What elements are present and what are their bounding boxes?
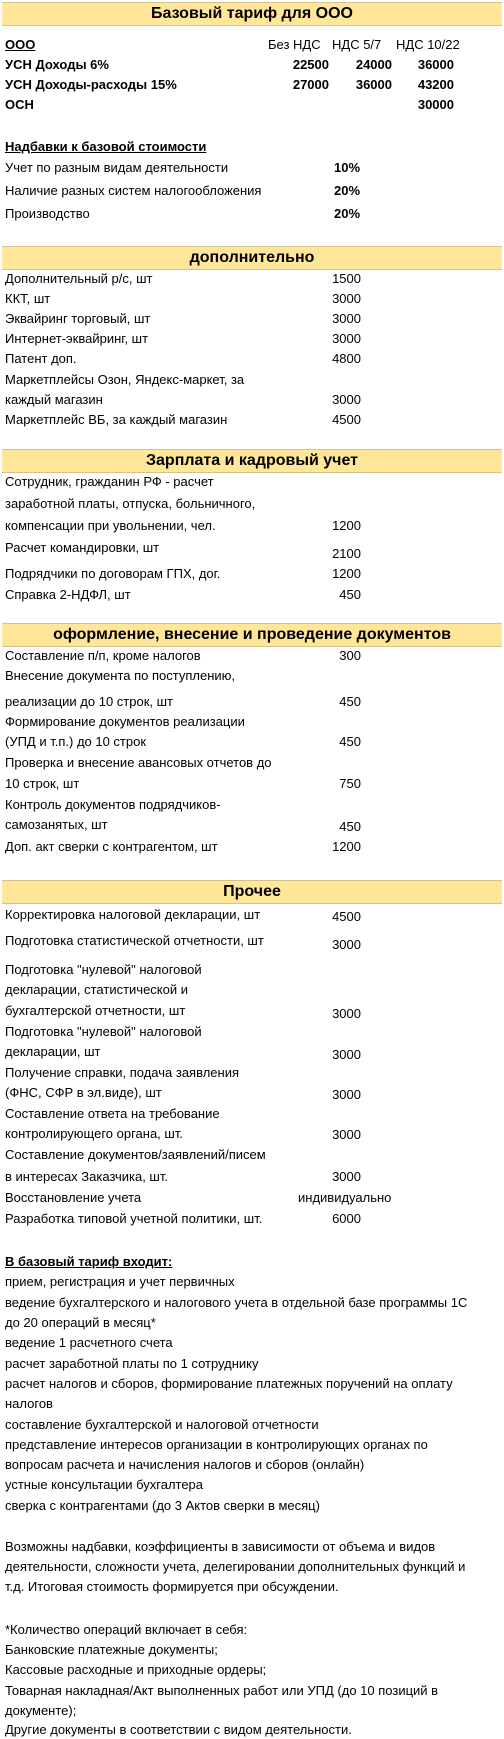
item-label: Получение справки, подача заявления [5, 1065, 239, 1080]
item-price: 3000 [332, 392, 361, 407]
col-header-vat-10-22: НДС 10/22 [396, 37, 460, 52]
item-label: самозанятых, шт [5, 817, 108, 832]
item-label: Подготовка "нулевой" налоговой [5, 962, 202, 977]
item-price: 3000 [332, 311, 361, 326]
surcharge-title: Надбавки к базовой стоимости [5, 139, 207, 154]
item-price: 3000 [332, 291, 361, 306]
item-label: в интересах Заказчика, шт. [5, 1169, 168, 1184]
item-label: Маркетплейсы Озон, Яндекс-маркет, за [5, 372, 245, 387]
price-vat-10-22: 43200 [417, 77, 454, 92]
item-label: Корректировка налоговой декларации, шт [5, 907, 261, 922]
footnote-line: *Количество операций включает в себя: [5, 1622, 248, 1637]
item-price: 450 [339, 694, 361, 709]
item-label: Расчет командировки, шт [5, 540, 160, 555]
item-label: Внесение документа по поступлению, [5, 668, 236, 683]
item-label: Формирование документов реализации [5, 714, 245, 729]
item-price: 450 [339, 734, 361, 749]
tax-regime-label: УСН Доходы-расходы 15% [5, 77, 177, 92]
item-label: Сотрудник, гражданин РФ - расчет [5, 474, 214, 489]
item-price: 1200 [332, 839, 361, 854]
item-label: каждый магазин [5, 392, 103, 407]
item-price: 4500 [332, 412, 361, 427]
included-title: В базовый тариф входит: [5, 1254, 173, 1269]
item-label: Справка 2-НДФЛ, шт [5, 587, 131, 602]
item-label: Контроль документов подрядчиков- [5, 797, 221, 812]
item-label: (УПД и т.п.) до 10 строк [5, 734, 147, 749]
item-price: 3000 [332, 937, 361, 952]
included-line: ведение 1 расчетного счета [5, 1335, 173, 1350]
price-no-vat: 27000 [292, 77, 329, 92]
item-price: 450 [339, 587, 361, 602]
item-label: компенсации при увольнении, чел. [5, 518, 216, 533]
footnote-line: Другие документы в соответствии с видом деятельности. [5, 1722, 352, 1737]
item-price: 1500 [332, 271, 361, 286]
item-price: 3000 [332, 1087, 361, 1102]
surcharge-value: 10% [334, 160, 361, 175]
item-price: 2100 [332, 546, 361, 561]
item-label: Подрядчики по договорам ГПХ, дог. [5, 566, 221, 581]
included-line: расчет заработной платы по 1 сотруднику [5, 1356, 259, 1371]
item-price: 450 [339, 819, 361, 834]
footnote-line: документе); [5, 1703, 77, 1718]
price-vat-10-22: 36000 [417, 57, 454, 72]
included-line: составление бухгалтерской и налоговой отчетности [5, 1417, 319, 1432]
tax-regime-label: ОСН [5, 97, 34, 112]
footnote-line: Банковские платежные документы; [5, 1642, 218, 1657]
org-type-label: ООО [5, 37, 36, 52]
item-label: Маркетплейс ВБ, за каждый магазин [5, 412, 228, 427]
item-label: Интернет-эквайринг, шт [5, 331, 149, 346]
note-line: т.д. Итоговая стоимость формируется при обсуждении. [5, 1579, 339, 1594]
included-line: ведение бухгалтерского и налогового учета в отдельной базе программы 1С [5, 1295, 468, 1310]
surcharge-label: Производство [5, 206, 90, 221]
item-label: Подготовка "нулевой" налоговой [5, 1024, 202, 1039]
tax-regime-label: УСН Доходы 6% [5, 57, 109, 72]
item-label: Эквайринг торговый, шт [5, 311, 151, 326]
item-price: 6000 [332, 1211, 361, 1226]
item-price: 3000 [332, 331, 361, 346]
item-label: заработной платы, отпуска, больничного, [5, 496, 256, 511]
surcharge-label: Наличие разных систем налогообложения [5, 183, 262, 198]
item-label: Составление п/п, кроме налогов [5, 648, 201, 663]
item-price: 3000 [332, 1047, 361, 1062]
included-line: до 20 операций в месяц* [5, 1315, 156, 1330]
included-line: вопросам расчета и начисления налогов и сборов (онлайн) [5, 1457, 365, 1472]
surcharge-value: 20% [334, 206, 361, 221]
surcharge-value: 20% [334, 183, 361, 198]
item-price: 4800 [332, 351, 361, 366]
price-vat-5-7: 36000 [355, 77, 392, 92]
item-label: декларации, шт [5, 1044, 101, 1059]
included-line: прием, регистрация и учет первичных [5, 1274, 235, 1289]
footnote-line: Кассовые расходные и приходные ордеры; [5, 1662, 267, 1677]
price-vat-10-22: 30000 [417, 97, 454, 112]
included-line: расчет налогов и сборов, формирование платежных поручений на оплату [5, 1376, 453, 1391]
item-label: Восстановление учета [5, 1190, 142, 1205]
price-no-vat: 22500 [292, 57, 329, 72]
item-label: Дополнительный р/с, шт [5, 271, 153, 286]
item-label: бухгалтерской отчетности, шт [5, 1003, 186, 1018]
item-price: 1200 [332, 518, 361, 533]
item-label: 10 строк, шт [5, 776, 80, 791]
other-header: Прочее [2, 880, 502, 904]
base-tariff-header: Базовый тариф для ООО [2, 2, 502, 26]
payroll-header: Зарплата и кадровый учет [2, 449, 502, 473]
item-label: реализации до 10 строк, шт [5, 694, 174, 709]
item-price: 750 [339, 776, 361, 791]
item-price: 1200 [332, 566, 361, 581]
note-line: Возможны надбавки, коэффициенты в зависимости от объема и видов [5, 1539, 436, 1554]
item-label: Составление ответа на требование [5, 1106, 220, 1121]
item-label: Патент доп. [5, 351, 77, 366]
item-label: контролирующего органа, шт. [5, 1126, 183, 1141]
documents-header: оформление, внесение и проведение документов [2, 623, 502, 647]
extra-header: дополнительно [2, 246, 502, 270]
item-price: 300 [339, 648, 361, 663]
included-line: сверка с контрагентами (до 3 Актов сверки в месяц) [5, 1498, 320, 1513]
included-line: устные консультации бухгалтера [5, 1477, 204, 1492]
price-vat-5-7: 24000 [355, 57, 392, 72]
footnote-line: Товарная накладная/Акт выполненных работ или УПД (до 10 позиций в [5, 1683, 439, 1698]
item-label: декларации, статистической и [5, 982, 189, 997]
item-price: 4500 [332, 909, 361, 924]
included-line: представление интересов организации в контролирующих органах по [5, 1437, 428, 1452]
item-label: (ФНС, СФР в эл.виде), шт [5, 1085, 162, 1100]
note-line: деятельности, сложности учета, делегировании дополнительных функций и [5, 1559, 466, 1574]
item-label: Подготовка статистической отчетности, шт [5, 933, 264, 948]
item-price: 3000 [332, 1169, 361, 1184]
included-line: налогов [5, 1396, 53, 1411]
col-header-no-vat: Без НДС [268, 37, 321, 52]
item-label: Проверка и внесение авансовых отчетов до [5, 755, 272, 770]
item-label: Составление документов/заявлений/писем [5, 1147, 266, 1162]
col-header-vat-5-7: НДС 5/7 [332, 37, 382, 52]
item-label: Доп. акт сверки с контрагентом, шт [5, 839, 218, 854]
item-label: ККТ, шт [5, 291, 51, 306]
item-price: 3000 [332, 1127, 361, 1142]
item-label: Разработка типовой учетной политики, шт. [5, 1211, 263, 1226]
surcharge-label: Учет по разным видам деятельности [5, 160, 229, 175]
item-price: 3000 [332, 1006, 361, 1021]
item-price: индивидуально [298, 1190, 392, 1205]
